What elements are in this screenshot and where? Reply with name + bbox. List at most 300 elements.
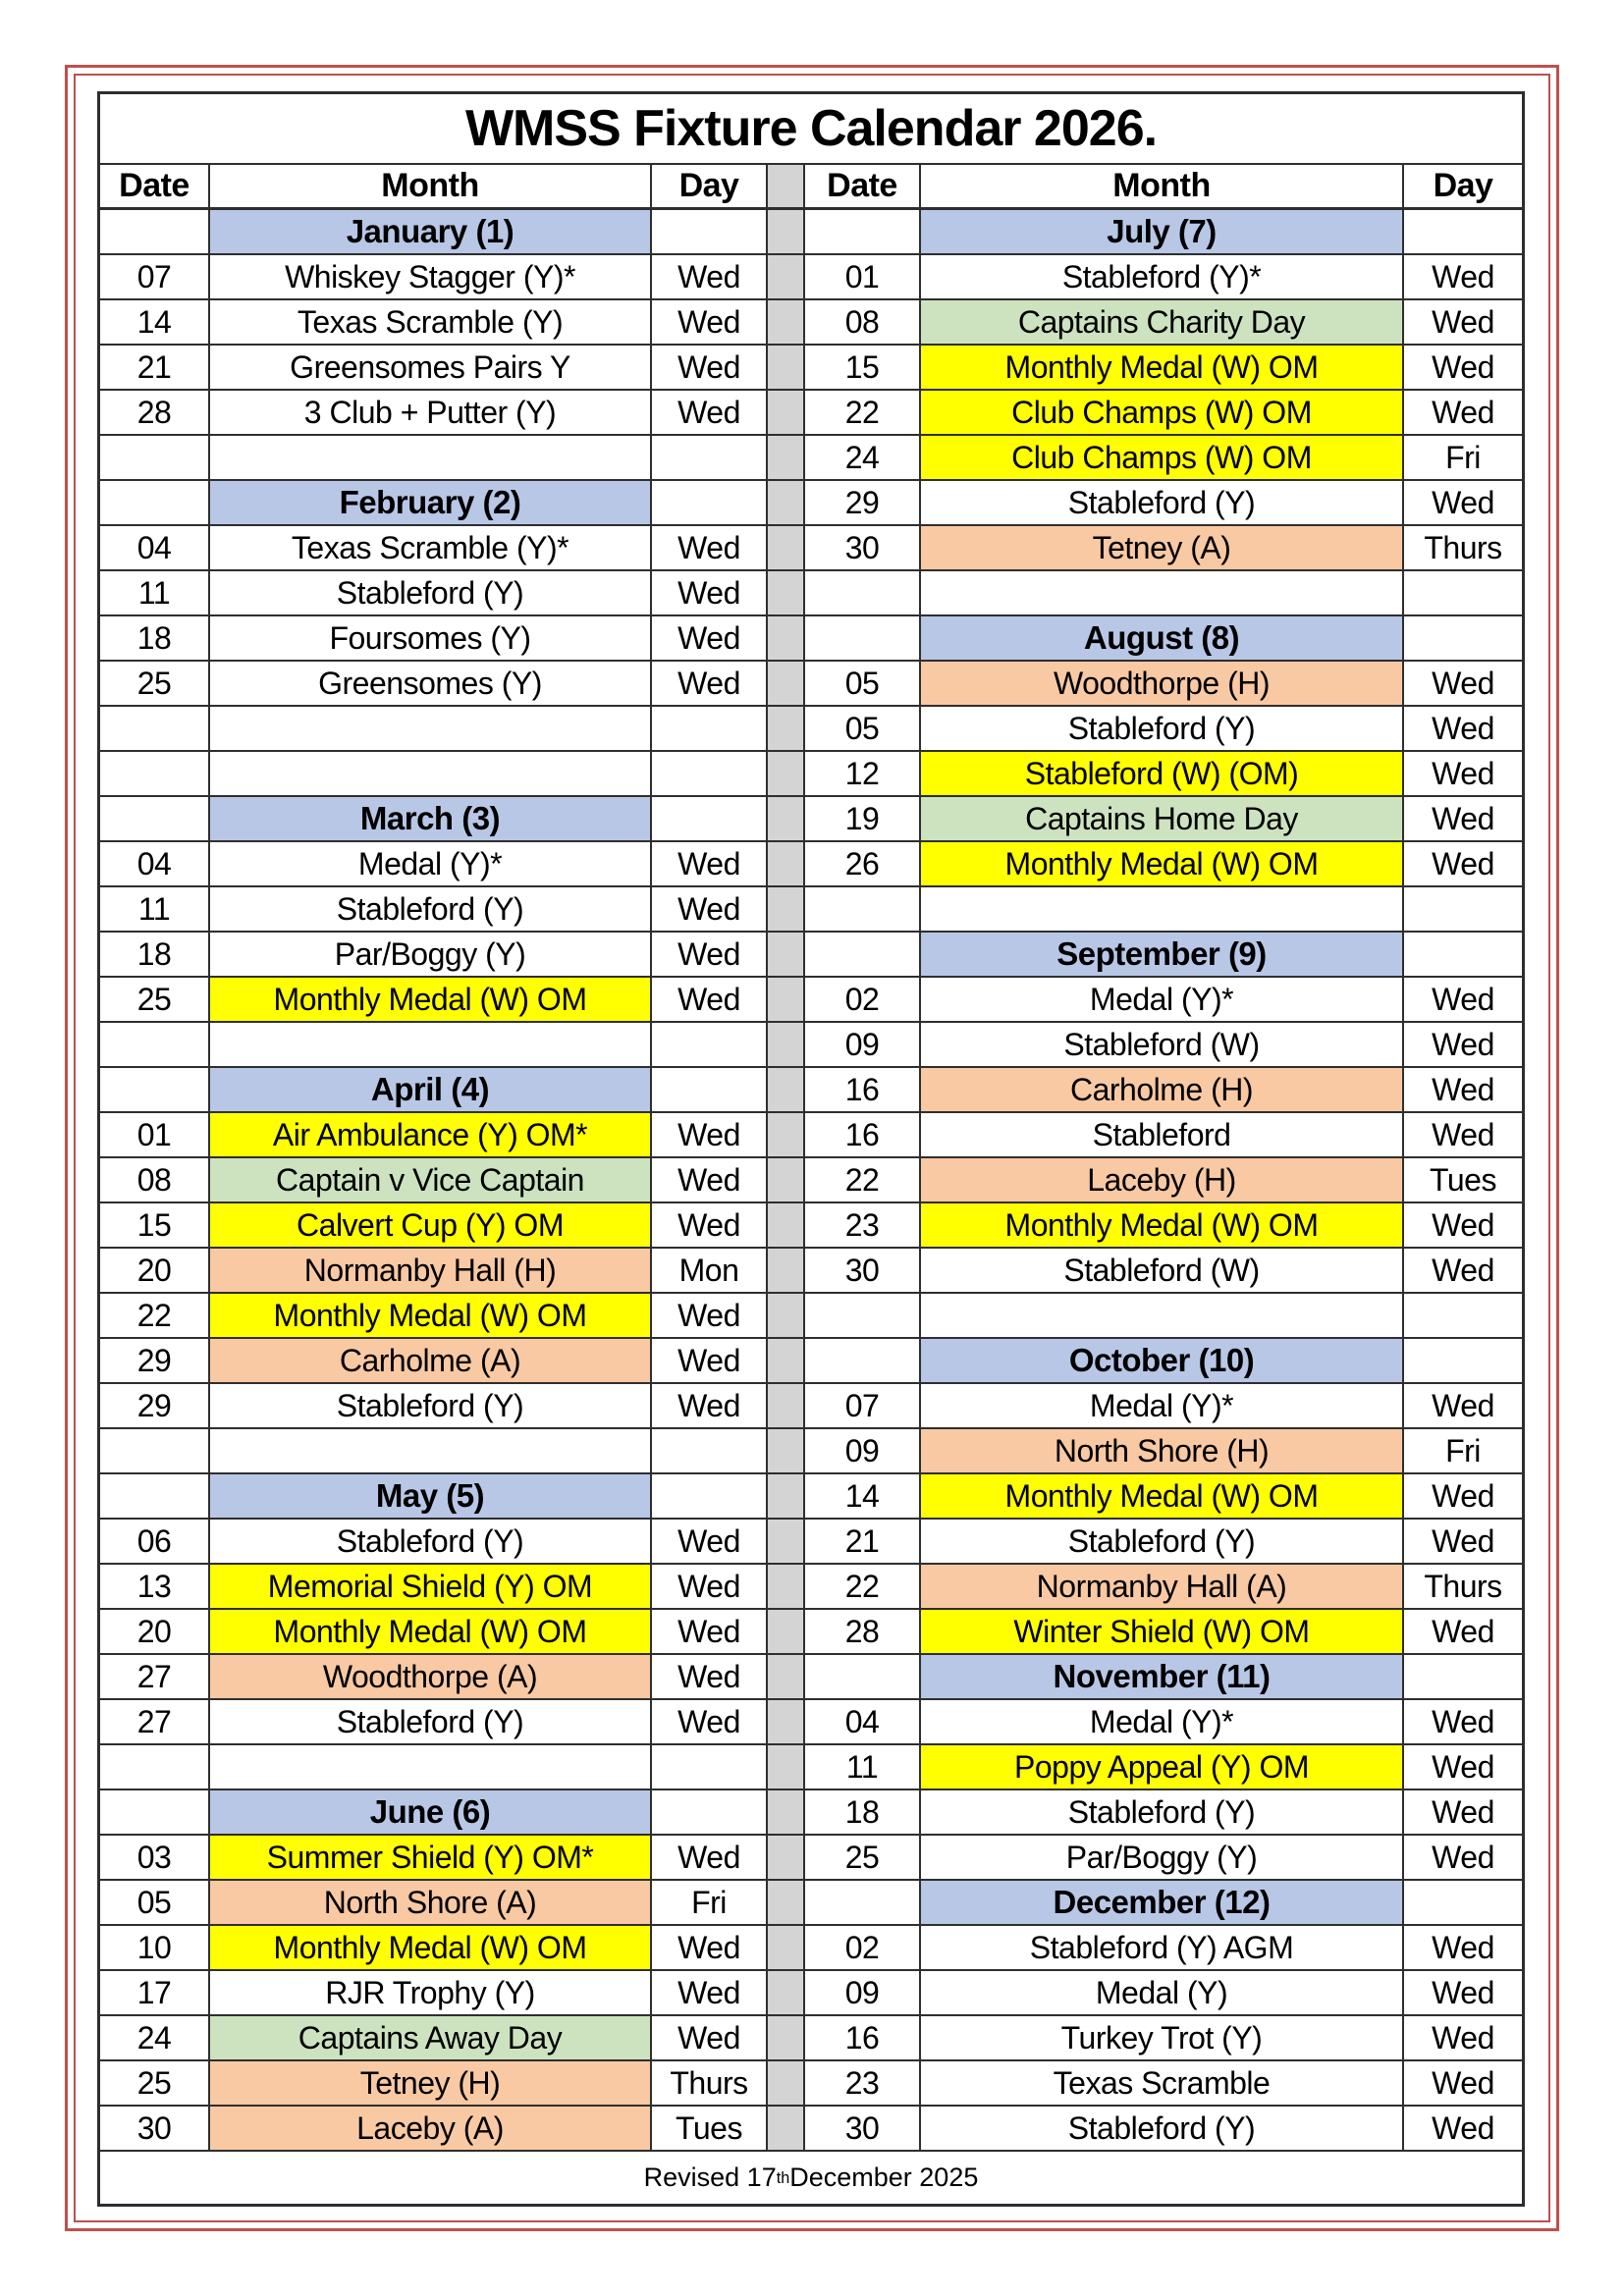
event-cell: Stableford (Y)* bbox=[921, 255, 1404, 300]
date-cell: 27 bbox=[100, 1700, 210, 1745]
event-cell bbox=[921, 571, 1404, 616]
date-cell: 11 bbox=[100, 571, 210, 616]
date-cell: 24 bbox=[805, 436, 921, 481]
event-cell bbox=[921, 1294, 1404, 1339]
day-cell: Wed bbox=[652, 842, 768, 887]
divider-cell bbox=[768, 526, 805, 571]
date-cell: 27 bbox=[100, 1655, 210, 1700]
day-cell: Wed bbox=[1404, 2107, 1522, 2152]
date-cell: 29 bbox=[100, 1384, 210, 1429]
fixture-row bbox=[100, 255, 1522, 300]
divider-cell bbox=[768, 2016, 805, 2061]
divider-cell bbox=[768, 978, 805, 1023]
month-header-cell: March (3) bbox=[210, 797, 652, 842]
day-cell bbox=[652, 436, 768, 481]
date-cell: 22 bbox=[100, 1294, 210, 1339]
fixture-row bbox=[100, 1881, 1522, 1926]
event-cell: Monthly Medal (W) OM bbox=[210, 1610, 652, 1655]
fixture-row bbox=[100, 436, 1522, 481]
fixture-row bbox=[100, 616, 1522, 662]
event-cell: Whiskey Stagger (Y)* bbox=[210, 255, 652, 300]
event-cell bbox=[210, 752, 652, 797]
day-cell: Wed bbox=[1404, 1068, 1522, 1113]
date-cell: 30 bbox=[805, 526, 921, 571]
day-cell: Wed bbox=[1404, 300, 1522, 346]
fixture-row bbox=[100, 1203, 1522, 1249]
date-cell bbox=[805, 887, 921, 933]
event-cell bbox=[210, 1429, 652, 1474]
day-cell: Fri bbox=[1404, 436, 1522, 481]
date-cell: 09 bbox=[805, 1023, 921, 1068]
date-cell: 22 bbox=[805, 391, 921, 436]
event-cell: Stableford (W) (OM) bbox=[921, 752, 1404, 797]
date-cell: 07 bbox=[805, 1384, 921, 1429]
date-cell: 11 bbox=[805, 1745, 921, 1790]
day-cell: Wed bbox=[1404, 797, 1522, 842]
fixture-row bbox=[100, 752, 1522, 797]
event-cell: Captains Away Day bbox=[210, 2016, 652, 2061]
fixture-row bbox=[100, 1700, 1522, 1745]
fixture-row bbox=[100, 1113, 1522, 1158]
event-cell: Texas Scramble bbox=[921, 2061, 1404, 2107]
date-cell: 17 bbox=[100, 1971, 210, 2016]
divider-cell bbox=[768, 571, 805, 616]
date-cell: 01 bbox=[805, 255, 921, 300]
day-cell: Fri bbox=[652, 1881, 768, 1926]
event-cell: Woodthorpe (A) bbox=[210, 1655, 652, 1700]
day-cell: Wed bbox=[1404, 2061, 1522, 2107]
date-cell: 04 bbox=[100, 526, 210, 571]
day-cell: Wed bbox=[652, 2016, 768, 2061]
day-cell: Wed bbox=[652, 1836, 768, 1881]
event-cell: Par/Boggy (Y) bbox=[210, 933, 652, 978]
day-cell: Wed bbox=[652, 1113, 768, 1158]
month-header-cell: September (9) bbox=[921, 933, 1404, 978]
date-cell bbox=[100, 210, 210, 255]
fixture-row bbox=[100, 662, 1522, 707]
event-cell: Turkey Trot (Y) bbox=[921, 2016, 1404, 2061]
event-cell: Stableford (Y) bbox=[921, 1520, 1404, 1565]
event-cell: Texas Scramble (Y) bbox=[210, 300, 652, 346]
divider-cell bbox=[768, 1610, 805, 1655]
event-cell bbox=[921, 887, 1404, 933]
day-cell: Wed bbox=[652, 1520, 768, 1565]
date-cell: 25 bbox=[100, 2061, 210, 2107]
fixture-calendar-table bbox=[97, 91, 1525, 2207]
divider-cell bbox=[768, 165, 805, 210]
date-cell: 08 bbox=[100, 1158, 210, 1203]
day-cell: Wed bbox=[1404, 1836, 1522, 1881]
event-cell: Medal (Y)* bbox=[210, 842, 652, 887]
date-cell: 01 bbox=[100, 1113, 210, 1158]
day-cell: Thurs bbox=[1404, 526, 1522, 571]
day-cell: Wed bbox=[1404, 481, 1522, 526]
date-cell: 05 bbox=[805, 662, 921, 707]
day-cell bbox=[652, 707, 768, 752]
fixture-row bbox=[100, 1158, 1522, 1203]
date-cell: 18 bbox=[100, 933, 210, 978]
fixture-row bbox=[100, 2107, 1522, 2152]
event-cell: Greensomes (Y) bbox=[210, 662, 652, 707]
day-cell bbox=[652, 1474, 768, 1520]
day-cell: Wed bbox=[1404, 1474, 1522, 1520]
date-cell bbox=[100, 797, 210, 842]
day-cell: Wed bbox=[1404, 1610, 1522, 1655]
day-cell: Wed bbox=[652, 1203, 768, 1249]
day-cell: Wed bbox=[652, 1655, 768, 1700]
event-cell: Monthly Medal (W) OM bbox=[921, 1474, 1404, 1520]
day-cell bbox=[652, 1068, 768, 1113]
day-cell bbox=[1404, 1294, 1522, 1339]
event-cell bbox=[210, 1745, 652, 1790]
day-cell bbox=[652, 481, 768, 526]
month-header-cell: May (5) bbox=[210, 1474, 652, 1520]
header-date-left: Date bbox=[100, 165, 210, 210]
date-cell bbox=[100, 1023, 210, 1068]
date-cell: 21 bbox=[805, 1520, 921, 1565]
event-cell: Laceby (A) bbox=[210, 2107, 652, 2152]
date-cell bbox=[805, 1655, 921, 1700]
event-cell: Medal (Y) bbox=[921, 1971, 1404, 2016]
date-cell: 25 bbox=[100, 662, 210, 707]
day-cell bbox=[652, 1429, 768, 1474]
event-cell: Carholme (H) bbox=[921, 1068, 1404, 1113]
day-cell: Wed bbox=[652, 662, 768, 707]
divider-cell bbox=[768, 616, 805, 662]
fixture-row bbox=[100, 210, 1522, 255]
divider-cell bbox=[768, 797, 805, 842]
divider-cell bbox=[768, 1429, 805, 1474]
date-cell bbox=[100, 1474, 210, 1520]
day-cell: Wed bbox=[1404, 978, 1522, 1023]
divider-cell bbox=[768, 1113, 805, 1158]
event-cell: Stableford (Y) AGM bbox=[921, 1926, 1404, 1971]
event-cell: Monthly Medal (W) OM bbox=[210, 1294, 652, 1339]
month-header-cell: July (7) bbox=[921, 210, 1404, 255]
date-cell: 03 bbox=[100, 1836, 210, 1881]
fixture-row bbox=[100, 346, 1522, 391]
date-cell bbox=[100, 481, 210, 526]
fixture-row bbox=[100, 1249, 1522, 1294]
divider-cell bbox=[768, 887, 805, 933]
event-cell: Normanby Hall (H) bbox=[210, 1249, 652, 1294]
date-cell: 14 bbox=[805, 1474, 921, 1520]
day-cell: Wed bbox=[1404, 1790, 1522, 1836]
fixture-row bbox=[100, 1339, 1522, 1384]
date-cell bbox=[805, 210, 921, 255]
fixture-row bbox=[100, 1971, 1522, 2016]
month-header-cell: August (8) bbox=[921, 616, 1404, 662]
day-cell: Wed bbox=[1404, 1384, 1522, 1429]
date-cell: 28 bbox=[805, 1610, 921, 1655]
divider-cell bbox=[768, 1520, 805, 1565]
fixture-row bbox=[100, 1384, 1522, 1429]
date-cell bbox=[100, 1745, 210, 1790]
day-cell: Wed bbox=[652, 526, 768, 571]
fixture-row bbox=[100, 1745, 1522, 1790]
event-cell bbox=[210, 1023, 652, 1068]
date-cell bbox=[100, 707, 210, 752]
date-cell: 02 bbox=[805, 1926, 921, 1971]
event-cell: Carholme (A) bbox=[210, 1339, 652, 1384]
date-cell bbox=[100, 436, 210, 481]
date-cell bbox=[100, 1068, 210, 1113]
date-cell: 30 bbox=[805, 2107, 921, 2152]
event-cell: Stableford (Y) bbox=[210, 1520, 652, 1565]
day-cell: Wed bbox=[652, 1926, 768, 1971]
event-cell: Medal (Y)* bbox=[921, 978, 1404, 1023]
day-cell: Wed bbox=[1404, 1926, 1522, 1971]
day-cell: Wed bbox=[652, 1339, 768, 1384]
event-cell: Woodthorpe (H) bbox=[921, 662, 1404, 707]
divider-cell bbox=[768, 662, 805, 707]
event-cell: Foursomes (Y) bbox=[210, 616, 652, 662]
day-cell: Wed bbox=[652, 1971, 768, 2016]
divider-cell bbox=[768, 1203, 805, 1249]
header-date-right: Date bbox=[805, 165, 921, 210]
date-cell: 09 bbox=[805, 1971, 921, 2016]
divider-cell bbox=[768, 1023, 805, 1068]
fixture-row bbox=[100, 2061, 1522, 2107]
fixture-row bbox=[100, 1520, 1522, 1565]
date-cell bbox=[805, 1881, 921, 1926]
calendar-body bbox=[100, 210, 1522, 2152]
divider-cell bbox=[768, 1881, 805, 1926]
fixture-row bbox=[100, 1926, 1522, 1971]
month-header-cell: November (11) bbox=[921, 1655, 1404, 1700]
divider-cell bbox=[768, 1384, 805, 1429]
day-cell: Wed bbox=[652, 255, 768, 300]
divider-cell bbox=[768, 707, 805, 752]
day-cell: Thurs bbox=[1404, 1565, 1522, 1610]
day-cell bbox=[652, 210, 768, 255]
event-cell: Stableford (Y) bbox=[921, 1790, 1404, 1836]
event-cell: North Shore (A) bbox=[210, 1881, 652, 1926]
month-header-cell: February (2) bbox=[210, 481, 652, 526]
divider-cell bbox=[768, 1971, 805, 2016]
fixture-row bbox=[100, 1294, 1522, 1339]
day-cell: Wed bbox=[652, 346, 768, 391]
day-cell bbox=[1404, 933, 1522, 978]
date-cell: 09 bbox=[805, 1429, 921, 1474]
fixture-row bbox=[100, 1565, 1522, 1610]
date-cell bbox=[805, 571, 921, 616]
date-cell: 16 bbox=[805, 2016, 921, 2061]
date-cell bbox=[805, 933, 921, 978]
fixture-row bbox=[100, 2016, 1522, 2061]
date-cell: 07 bbox=[100, 255, 210, 300]
page-title: WMSS Fixture Calendar 2026. bbox=[100, 94, 1522, 165]
day-cell: Wed bbox=[1404, 752, 1522, 797]
event-cell: Monthly Medal (W) OM bbox=[210, 1926, 652, 1971]
event-cell: Summer Shield (Y) OM* bbox=[210, 1836, 652, 1881]
date-cell bbox=[805, 1294, 921, 1339]
month-header-cell: December (12) bbox=[921, 1881, 1404, 1926]
divider-cell bbox=[768, 1068, 805, 1113]
fixture-row bbox=[100, 1068, 1522, 1113]
divider-cell bbox=[768, 210, 805, 255]
month-header-cell: June (6) bbox=[210, 1790, 652, 1836]
date-cell: 02 bbox=[805, 978, 921, 1023]
event-cell: Poppy Appeal (Y) OM bbox=[921, 1745, 1404, 1790]
divider-cell bbox=[768, 1700, 805, 1745]
date-cell: 05 bbox=[100, 1881, 210, 1926]
day-cell bbox=[652, 1790, 768, 1836]
divider-cell bbox=[768, 2107, 805, 2152]
event-cell: Laceby (H) bbox=[921, 1158, 1404, 1203]
day-cell bbox=[1404, 210, 1522, 255]
day-cell: Wed bbox=[1404, 1203, 1522, 1249]
date-cell bbox=[805, 616, 921, 662]
event-cell: 3 Club + Putter (Y) bbox=[210, 391, 652, 436]
day-cell: Wed bbox=[1404, 255, 1522, 300]
day-cell: Wed bbox=[652, 300, 768, 346]
event-cell: Stableford (Y) bbox=[210, 571, 652, 616]
day-cell bbox=[1404, 887, 1522, 933]
day-cell: Wed bbox=[1404, 2016, 1522, 2061]
event-cell: Monthly Medal (W) OM bbox=[921, 842, 1404, 887]
date-cell: 06 bbox=[100, 1520, 210, 1565]
fixture-row bbox=[100, 978, 1522, 1023]
divider-cell bbox=[768, 1294, 805, 1339]
divider-cell bbox=[768, 255, 805, 300]
day-cell: Wed bbox=[652, 933, 768, 978]
event-cell: Monthly Medal (W) OM bbox=[210, 978, 652, 1023]
event-cell: Air Ambulance (Y) OM* bbox=[210, 1113, 652, 1158]
day-cell: Wed bbox=[652, 978, 768, 1023]
divider-cell bbox=[768, 391, 805, 436]
divider-cell bbox=[768, 346, 805, 391]
event-cell: Greensomes Pairs Y bbox=[210, 346, 652, 391]
month-header-cell: April (4) bbox=[210, 1068, 652, 1113]
event-cell: Tetney (H) bbox=[210, 2061, 652, 2107]
date-cell: 26 bbox=[805, 842, 921, 887]
date-cell bbox=[100, 1429, 210, 1474]
event-cell: Winter Shield (W) OM bbox=[921, 1610, 1404, 1655]
fixture-row bbox=[100, 526, 1522, 571]
event-cell: Stableford (Y) bbox=[210, 887, 652, 933]
event-cell: Stableford (Y) bbox=[921, 481, 1404, 526]
day-cell: Wed bbox=[652, 1158, 768, 1203]
fixture-row bbox=[100, 1610, 1522, 1655]
date-cell: 16 bbox=[805, 1068, 921, 1113]
day-cell: Mon bbox=[652, 1249, 768, 1294]
month-header-cell: January (1) bbox=[210, 210, 652, 255]
event-cell: Captain v Vice Captain bbox=[210, 1158, 652, 1203]
divider-cell bbox=[768, 1474, 805, 1520]
day-cell: Wed bbox=[1404, 1745, 1522, 1790]
date-cell: 12 bbox=[805, 752, 921, 797]
divider-cell bbox=[768, 1565, 805, 1610]
day-cell: Wed bbox=[652, 391, 768, 436]
header-month-right: Month bbox=[921, 165, 1404, 210]
date-cell: 23 bbox=[805, 2061, 921, 2107]
column-header-row bbox=[100, 165, 1522, 210]
event-cell: Tetney (A) bbox=[921, 526, 1404, 571]
day-cell: Wed bbox=[652, 1294, 768, 1339]
event-cell: Calvert Cup (Y) OM bbox=[210, 1203, 652, 1249]
date-cell: 24 bbox=[100, 2016, 210, 2061]
date-cell: 10 bbox=[100, 1926, 210, 1971]
divider-cell bbox=[768, 1926, 805, 1971]
divider-cell bbox=[768, 1339, 805, 1384]
date-cell: 22 bbox=[805, 1565, 921, 1610]
day-cell bbox=[1404, 1655, 1522, 1700]
day-cell bbox=[1404, 1339, 1522, 1384]
divider-cell bbox=[768, 1158, 805, 1203]
date-cell bbox=[100, 1790, 210, 1836]
event-cell: Stableford (W) bbox=[921, 1249, 1404, 1294]
date-cell: 14 bbox=[100, 300, 210, 346]
date-cell: 20 bbox=[100, 1610, 210, 1655]
divider-cell bbox=[768, 2061, 805, 2107]
title-row bbox=[100, 94, 1522, 165]
day-cell bbox=[1404, 1881, 1522, 1926]
divider-cell bbox=[768, 1836, 805, 1881]
month-header-cell: October (10) bbox=[921, 1339, 1404, 1384]
event-cell: Captains Home Day bbox=[921, 797, 1404, 842]
date-cell: 29 bbox=[805, 481, 921, 526]
divider-cell bbox=[768, 933, 805, 978]
day-cell bbox=[652, 797, 768, 842]
fixture-row bbox=[100, 933, 1522, 978]
event-cell: Stableford (Y) bbox=[210, 1384, 652, 1429]
fixture-row bbox=[100, 300, 1522, 346]
event-cell: Medal (Y)* bbox=[921, 1384, 1404, 1429]
event-cell: Captains Charity Day bbox=[921, 300, 1404, 346]
date-cell bbox=[100, 752, 210, 797]
divider-cell bbox=[768, 436, 805, 481]
event-cell bbox=[210, 707, 652, 752]
fixture-row bbox=[100, 1655, 1522, 1700]
date-cell: 16 bbox=[805, 1113, 921, 1158]
event-cell: Medal (Y)* bbox=[921, 1700, 1404, 1745]
date-cell: 13 bbox=[100, 1565, 210, 1610]
day-cell bbox=[652, 752, 768, 797]
event-cell: Stableford (Y) bbox=[921, 707, 1404, 752]
fixture-row bbox=[100, 797, 1522, 842]
event-cell: Club Champs (W) OM bbox=[921, 391, 1404, 436]
day-cell: Wed bbox=[1404, 1971, 1522, 2016]
day-cell: Wed bbox=[652, 1384, 768, 1429]
date-cell: 25 bbox=[100, 978, 210, 1023]
date-cell: 29 bbox=[100, 1339, 210, 1384]
event-cell: Stableford (W) bbox=[921, 1023, 1404, 1068]
footer-row bbox=[100, 2152, 1522, 2204]
event-cell: Monthly Medal (W) OM bbox=[921, 346, 1404, 391]
day-cell: Wed bbox=[652, 1565, 768, 1610]
date-cell: 04 bbox=[805, 1700, 921, 1745]
divider-cell bbox=[768, 300, 805, 346]
day-cell: Wed bbox=[652, 887, 768, 933]
date-cell: 15 bbox=[805, 346, 921, 391]
day-cell: Wed bbox=[1404, 1700, 1522, 1745]
date-cell: 18 bbox=[100, 616, 210, 662]
fixture-row bbox=[100, 1790, 1522, 1836]
day-cell bbox=[1404, 571, 1522, 616]
fixture-row bbox=[100, 1474, 1522, 1520]
date-cell: 15 bbox=[100, 1203, 210, 1249]
divider-cell bbox=[768, 1249, 805, 1294]
fixture-row bbox=[100, 707, 1522, 752]
date-cell: 20 bbox=[100, 1249, 210, 1294]
fixture-row bbox=[100, 481, 1522, 526]
revision-note: Revised 17 th December 2025 bbox=[643, 2163, 979, 2192]
day-cell: Wed bbox=[652, 571, 768, 616]
day-cell: Wed bbox=[1404, 1249, 1522, 1294]
fixture-row bbox=[100, 391, 1522, 436]
day-cell: Wed bbox=[1404, 707, 1522, 752]
